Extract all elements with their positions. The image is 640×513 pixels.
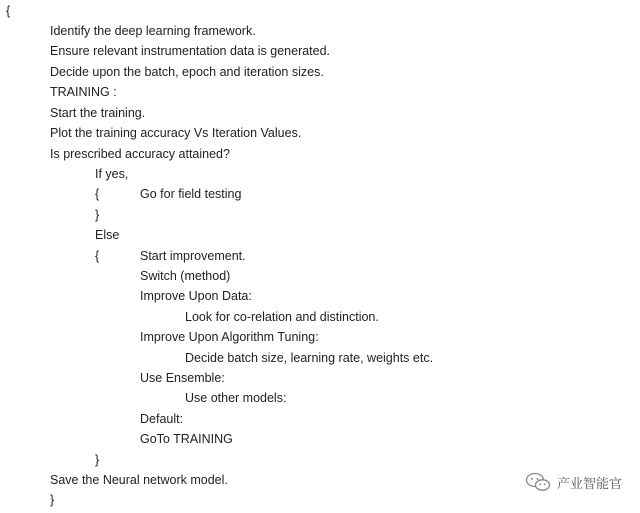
step-identify-framework: Identify the deep learning framework. bbox=[50, 24, 256, 38]
step-correlation: Look for co-relation and distinction. bbox=[185, 310, 379, 324]
step-instrumentation-data: Ensure relevant instrumentation data is generated. bbox=[50, 44, 331, 58]
step-other-models: Use other models: bbox=[185, 391, 287, 405]
step-accuracy-check: Is prescribed accuracy attained? bbox=[50, 147, 230, 161]
case-use-ensemble: Use Ensemble: bbox=[140, 371, 225, 385]
step-save-model: Save the Neural network model. bbox=[50, 473, 228, 487]
outer-open-brace: { bbox=[6, 4, 11, 18]
step-decide-sizes: Decide upon the batch, epoch and iteration sizes. bbox=[50, 65, 324, 79]
else-close-brace: } bbox=[95, 453, 100, 467]
if-close-brace: } bbox=[95, 208, 100, 222]
if-open-brace: { bbox=[95, 187, 100, 201]
step-field-testing: Go for field testing bbox=[140, 187, 242, 201]
switch-method: Switch (method) bbox=[140, 269, 231, 283]
watermark bbox=[525, 472, 622, 492]
step-start-training: Start the training. bbox=[50, 106, 146, 120]
step-plot-accuracy: Plot the training accuracy Vs Iteration Values. bbox=[50, 126, 302, 140]
wechat-icon bbox=[525, 472, 551, 492]
case-improve-data: Improve Upon Data: bbox=[140, 289, 252, 303]
training-label: TRAINING : bbox=[50, 85, 117, 99]
else-open-brace: { bbox=[95, 249, 100, 263]
else-label: Else bbox=[95, 228, 120, 242]
step-goto-training: GoTo TRAINING bbox=[140, 432, 233, 446]
if-yes-label: If yes, bbox=[95, 167, 129, 181]
outer-close-brace: } bbox=[50, 493, 55, 507]
step-start-improvement: Start improvement. bbox=[140, 249, 246, 263]
case-algorithm-tuning: Improve Upon Algorithm Tuning: bbox=[140, 330, 319, 344]
case-default: Default: bbox=[140, 412, 184, 426]
step-decide-hyperparameters: Decide batch size, learning rate, weights etc. bbox=[185, 351, 434, 365]
watermark-text: 产业智能官 bbox=[556, 476, 622, 492]
